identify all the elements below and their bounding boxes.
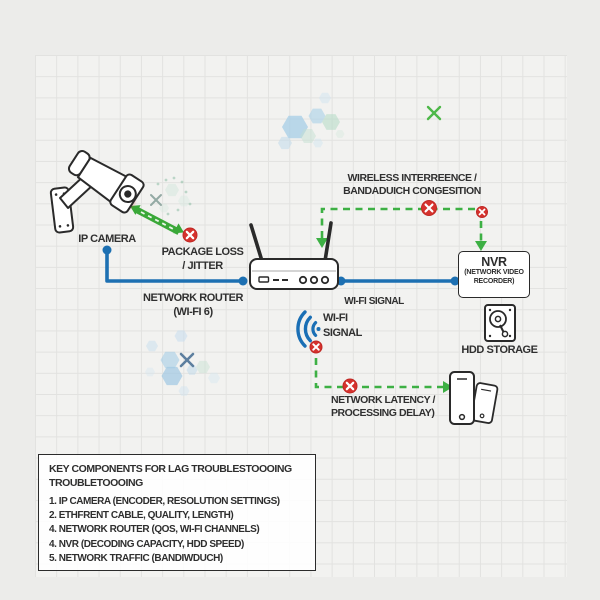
decor-cluster-camera (151, 177, 191, 216)
router-icon (250, 223, 338, 289)
legend-items (49, 495, 305, 566)
hdd-icon (485, 305, 515, 341)
ip-camera-icon (50, 144, 145, 233)
packet-loss-error-icon (183, 228, 197, 242)
smartphone-icons (450, 372, 498, 424)
legend-title-line2: TROUBLETOOOING (49, 477, 143, 489)
decor-gray-x (151, 195, 161, 205)
ip-camera-label (62, 233, 152, 247)
decor-cluster-top (278, 93, 345, 149)
latency-flow-path (316, 358, 443, 387)
decor-blue-x (181, 354, 193, 366)
hdd-storage-label: HDD STORAGE (461, 344, 538, 356)
wifi-error-icon (310, 341, 322, 353)
network-latency-label: NETWORK LATENCY / PROCESSING DELAY) (331, 394, 435, 419)
nvr-subtitle-line1: (NETWORK VIDEO (464, 269, 524, 276)
decor-cluster-bottom (145, 330, 220, 395)
legend-title-line1: KEY COMPONENTS FOR LAG TROUBLESTOOOING (49, 463, 292, 475)
legend-item: 4. NVR (DECODING CAPACITY, HDD SPEED) (49, 538, 244, 550)
interference-error-icon (422, 201, 437, 216)
legend-item: 1. IP CAMERA (ENCODER, RESOLUTION SETTINGS) (49, 496, 280, 507)
interference-flow-path (322, 209, 481, 241)
network-router-label: NETWORK ROUTER (WI-FI 6) (142, 292, 244, 318)
latency-error-icon (343, 379, 357, 393)
ip-camera-label-text: IP CAMERA (78, 233, 136, 245)
interference-corner-error-icon (477, 207, 488, 218)
package-loss-label: PACKAGE LOSS / JITTER (161, 246, 244, 272)
nvr-subtitle-line2: RECORDER) (473, 277, 515, 285)
decor-green-x (428, 107, 440, 119)
legend-item: 4. NETWORK ROUTER (QOS, WI-FI CHANNELS) (49, 524, 260, 536)
wifi-signal-link-label: WI-FI SIGNAL (344, 296, 404, 307)
legend-item: 2. ETHFRENT CABLE, QUALITY, LENGTH) (49, 510, 234, 522)
legend-item: 5. NETWORK TRAFFIC (BANDIWDUCH) (49, 552, 223, 564)
packet-loss-arrow (130, 205, 184, 233)
nvr-title: NVR (481, 255, 507, 269)
nvr-node (458, 251, 530, 298)
wireless-interference-label: WIRELESS INTERREENCE / BANDADUICH CONGESITION (343, 172, 481, 197)
legend-box (38, 454, 316, 571)
wifi-signal-icon-label: WI-FI SIGNAL (323, 312, 362, 339)
